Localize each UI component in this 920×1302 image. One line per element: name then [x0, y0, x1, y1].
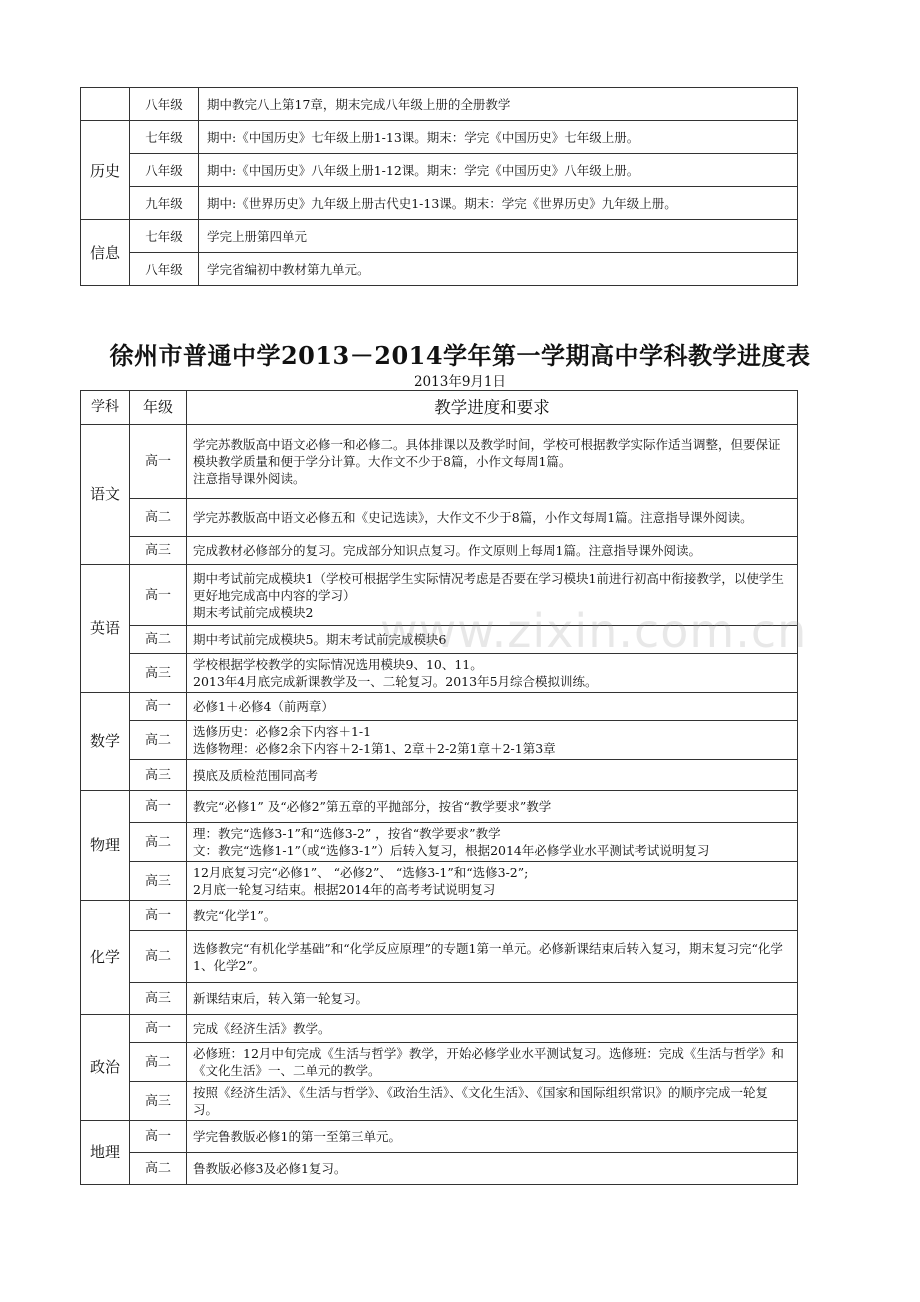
table-row — [81, 983, 798, 1015]
content-cell — [187, 983, 798, 1015]
table-row — [81, 721, 798, 760]
grade-cell: 高一 — [130, 565, 187, 626]
subject-cell: 物理 — [81, 791, 130, 901]
grade-cell: 高二 — [130, 1153, 187, 1185]
table-row — [81, 253, 798, 286]
content-cell — [187, 654, 798, 693]
grade-cell: 高二 — [130, 1043, 187, 1082]
grade-cell: 高三 — [130, 760, 187, 791]
table-row — [81, 931, 798, 983]
content-cell — [187, 565, 798, 626]
grade-cell: 高二 — [130, 499, 187, 537]
content-cell: 期中:《世界历史》九年级上册古代史1-13课。期末：学完《世界历史》九年级上册。 — [199, 187, 798, 220]
grade-cell: 高三 — [130, 654, 187, 693]
content-cell — [187, 721, 798, 760]
grade-cell: 八年级 — [130, 154, 199, 187]
grade-cell: 高二 — [130, 823, 187, 862]
progress-table — [80, 390, 798, 1185]
table-row — [81, 862, 798, 901]
grade-cell: 高三 — [130, 862, 187, 901]
table-row — [81, 1082, 798, 1121]
header-row — [81, 391, 798, 425]
content-cell — [187, 626, 798, 654]
table-row — [81, 121, 798, 154]
content-cell — [187, 1153, 798, 1185]
top-continuation-table — [80, 87, 798, 286]
content-line: 期末考试前完成模块2 — [193, 604, 314, 620]
content-line: 完成教材必修部分的复习。完成部分知识点复习。作文原则上每周1篇。注意指导课外阅读。 — [193, 543, 701, 558]
content-line: 学校根据学校教学的实际情况选用模块9、10、11。 — [193, 657, 483, 672]
grade-cell: 高一 — [130, 425, 187, 499]
content-line: 按照《经济生活》、《生活与哲学》、《政治生活》、《文化生活》、《国家和国际组织常识》的顺序完成一轮复习。 — [193, 1085, 769, 1117]
grade-cell: 九年级 — [130, 187, 199, 220]
grade-cell: 高二 — [130, 721, 187, 760]
content-line: 完成《经济生活》教学。 — [193, 1021, 331, 1036]
grade-cell: 七年级 — [130, 220, 199, 253]
table-row — [81, 693, 798, 721]
content-line: 注意指导课外阅读。 — [193, 471, 306, 486]
content-cell — [187, 1015, 798, 1043]
content-cell — [187, 1082, 798, 1121]
content-cell — [187, 862, 798, 901]
page-title: 徐州市普通中学2013－2014学年第一学期高中学科教学进度表 — [109, 341, 811, 370]
grade-cell: 高一 — [130, 693, 187, 721]
date-line: 2013年9月1日 — [413, 374, 507, 390]
content-line: 教完“化学1”。 — [193, 908, 277, 923]
table-row — [81, 499, 798, 537]
content-cell — [187, 760, 798, 791]
content-line: 选修教完“有机化学基础”和“化学反应原理”的专题1第一单元。必修新课结束后转入复习，期末复习完“化学1、化学2”。 — [193, 940, 783, 973]
table-row — [81, 1153, 798, 1185]
content-cell — [187, 791, 798, 823]
grade-cell: 七年级 — [130, 121, 199, 154]
content-line: 12月底复习完“必修1”、 “必修2”、 “选修3-1”和“选修3-2”; — [193, 865, 529, 880]
table-row — [81, 760, 798, 791]
table-row — [81, 425, 798, 499]
subject-cell: 信息 — [81, 220, 130, 286]
content-cell — [187, 901, 798, 931]
grade-cell: 高三 — [130, 1082, 187, 1121]
content-line: 教完“必修1” 及“必修2”第五章的平抛部分，按省“教学要求”教学 — [193, 799, 552, 814]
content-cell — [187, 537, 798, 565]
grade-cell: 八年级 — [130, 253, 199, 286]
content-line: 学完鲁教版必修1的第一至第三单元。 — [193, 1129, 401, 1144]
subject-cell-continued — [81, 88, 130, 121]
content-line: 选修物理：必修2余下内容＋2-1第1、2章＋2-2第1章＋2-1第3章 — [193, 741, 556, 756]
content-line: 必修班：12月中旬完成《生活与哲学》教学，开始必修学业水平测试复习。选修班：完成《生活与哲学》和《文化生活》一、二单元的教学。 — [193, 1046, 784, 1078]
grade-cell: 八年级 — [130, 88, 199, 121]
table-row — [81, 791, 798, 823]
content-cell — [187, 499, 798, 537]
content-line: 选修历史：必修2余下内容＋1-1 — [193, 724, 372, 739]
table-row — [81, 88, 798, 121]
header-subject: 学科 — [81, 391, 130, 425]
content-line: 期中考试前完成模块1（学校可根据学生实际情况考虑是否要在学习模块1前进行初高中衔接教学，以使学生更好地完成高中内容的学习） — [193, 570, 784, 603]
grade-cell: 高二 — [130, 626, 187, 654]
table-row — [81, 901, 798, 931]
content-line: 期中考试前完成模块5。期末考试前完成模块6 — [193, 632, 447, 647]
content-cell: 学完上册第四单元 — [199, 220, 798, 253]
content-cell — [187, 693, 798, 721]
subject-cell: 地理 — [81, 1121, 130, 1185]
grade-cell: 高一 — [130, 1015, 187, 1043]
grade-cell: 高三 — [130, 983, 187, 1015]
content-line: 学完苏教版高中语文必修一和必修二。具体排课以及教学时间，学校可根据教学实际作适当调整，但要保证模块教学质量和便于学分计算。大作文不少于8篇，小作文每周1篇。 — [193, 437, 781, 469]
subject-cell: 化学 — [81, 901, 130, 1015]
grade-cell: 高一 — [130, 901, 187, 931]
subject-cell: 语文 — [81, 425, 130, 565]
table-row — [81, 220, 798, 253]
content-line: 必修1＋必修4（前两章） — [193, 699, 334, 714]
header-content: 教学进度和要求 — [187, 391, 798, 425]
table-row — [81, 1043, 798, 1082]
grade-cell: 高一 — [130, 1121, 187, 1153]
content-cell: 期中:《中国历史》八年级上册1-12课。期末：学完《中国历史》八年级上册。 — [199, 154, 798, 187]
content-cell — [187, 931, 798, 983]
content-line: 理：教完“选修3-1”和“选修3-2” ，按省“教学要求”教学 — [193, 826, 501, 841]
header-grade: 年级 — [130, 391, 187, 425]
watermark: www.zixin.com.cn — [380, 604, 808, 658]
content-cell — [187, 1043, 798, 1082]
table-row — [81, 626, 798, 654]
content-line: 2月底一轮复习结束。根据2014年的高考考试说明复习 — [193, 882, 496, 897]
content-cell — [187, 823, 798, 862]
content-cell — [187, 425, 798, 499]
table-row — [81, 1015, 798, 1043]
subject-cell: 历史 — [81, 121, 130, 220]
subject-cell: 英语 — [81, 565, 130, 693]
content-line: 2013年4月底完成新课教学及一、二轮复习。2013年5月综合模拟训练。 — [193, 674, 598, 689]
table-row — [81, 823, 798, 862]
table-row — [81, 187, 798, 220]
content-cell: 期中教完八上第17章，期末完成八年级上册的全册教学 — [199, 88, 798, 121]
content-line: 鲁教版必修3及必修1复习。 — [193, 1161, 347, 1176]
table-row — [81, 565, 798, 626]
grade-cell: 高三 — [130, 537, 187, 565]
table-row — [81, 154, 798, 187]
grade-cell: 高一 — [130, 791, 187, 823]
content-cell: 学完省编初中教材第九单元。 — [199, 253, 798, 286]
table-row — [81, 1121, 798, 1153]
content-cell — [187, 1121, 798, 1153]
subject-cell: 政治 — [81, 1015, 130, 1121]
content-cell: 期中:《中国历史》七年级上册1-13课。期末：学完《中国历史》七年级上册。 — [199, 121, 798, 154]
content-line: 摸底及质检范围同高考 — [193, 767, 319, 783]
content-line: 新课结束后，转入第一轮复习。 — [193, 991, 369, 1006]
subject-cell: 数学 — [81, 693, 130, 791]
grade-cell: 高二 — [130, 931, 187, 983]
content-line: 学完苏教版高中语文必修五和《史记选读》，大作文不少于8篇，小作文每周1篇。注意指导课外阅读。 — [193, 510, 753, 525]
content-line: 文：教完“选修1-1”（或“选修3-1”）后转入复习，根据2014年必修学业水平测试考试说明复习 — [193, 843, 710, 858]
table-row — [81, 654, 798, 693]
table-row — [81, 537, 798, 565]
